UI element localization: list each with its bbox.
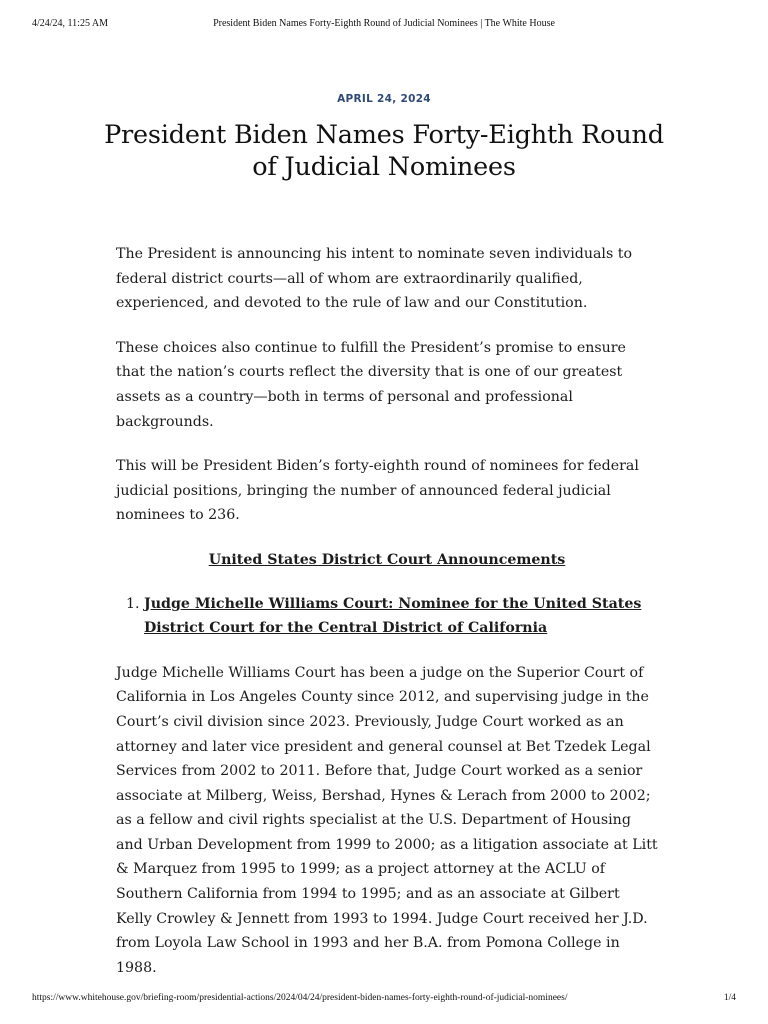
diversity-paragraph: These choices also continue to fulfill the President’s promise to ensure that the nation’s courts reflect the diversity that is one of our greatest assets as a country—both in terms of personal and professional backgrounds. xyxy=(116,339,626,430)
section-heading: United States District Court Announcements xyxy=(208,551,566,568)
print-page-title: President Biden Names Forty-Eighth Round of Judicial Nominees | The White House xyxy=(213,18,555,29)
nominee-heading[interactable]: 1. Judge Michelle Williams Court: Nominee for the United States District Court for the Central District of California xyxy=(144,592,658,641)
round-count-paragraph: This will be President Biden’s forty-eighth round of nominees for federal judicial positions, bringing the number of announced federal judicial nominees to 236. xyxy=(116,458,639,524)
print-timestamp: 4/24/24, 11:25 AM xyxy=(32,18,109,29)
print-footer xyxy=(32,993,736,1007)
nominee-bio: Judge Michelle Williams Court has been a judge on the Superior Court of California in Los Angeles County since 2012, and supervising judge in the Court’s civil division since 2023. Previously, Judge Court worked as an attorney and later vice president and general counsel at Bet Tzedek Legal Services from 2002 to 2011. Before that, Judge Court worked as a senior associate at Milberg, Weiss, Bershad, Hynes & Lerach from 2000 to 2002; as a fellow and civil rights specialist at the U.S. Department of Housing and Urban Development from 1999 to 2000; as a litigation associate at Litt & Marquez from 1995 to 1999; as a project attorney at the ACLU of Southern California from 1994 to 1995; and as an associate at Gilbert Kelly Crowley & Jennett from 1993 to 1994. Judge Court received her J.D. from Loyola Law School in 1993 and her B.A. from Pomona College in 1988. xyxy=(116,664,658,976)
print-header xyxy=(32,18,736,32)
article-body xyxy=(116,242,658,1000)
nominee-list xyxy=(116,592,658,641)
article-title: President Biden Names Forty-Eighth Round of Judicial Nominees xyxy=(104,120,664,182)
article-date: APRIL 24, 2024 xyxy=(337,93,431,105)
intro-paragraph: The President is announcing his intent to nominate seven individuals to federal district courts—all of whom are extraordinarily qualified, experienced, and devoted to the rule of law and our Constitution. xyxy=(116,246,633,312)
print-url: https://www.whitehouse.gov/briefing-room/presidential-actions/2024/04/24/president-biden-names-forty-eighth-round-of-judicial-nominees/ xyxy=(32,993,568,1003)
page-number: 1/4 xyxy=(723,993,736,1003)
